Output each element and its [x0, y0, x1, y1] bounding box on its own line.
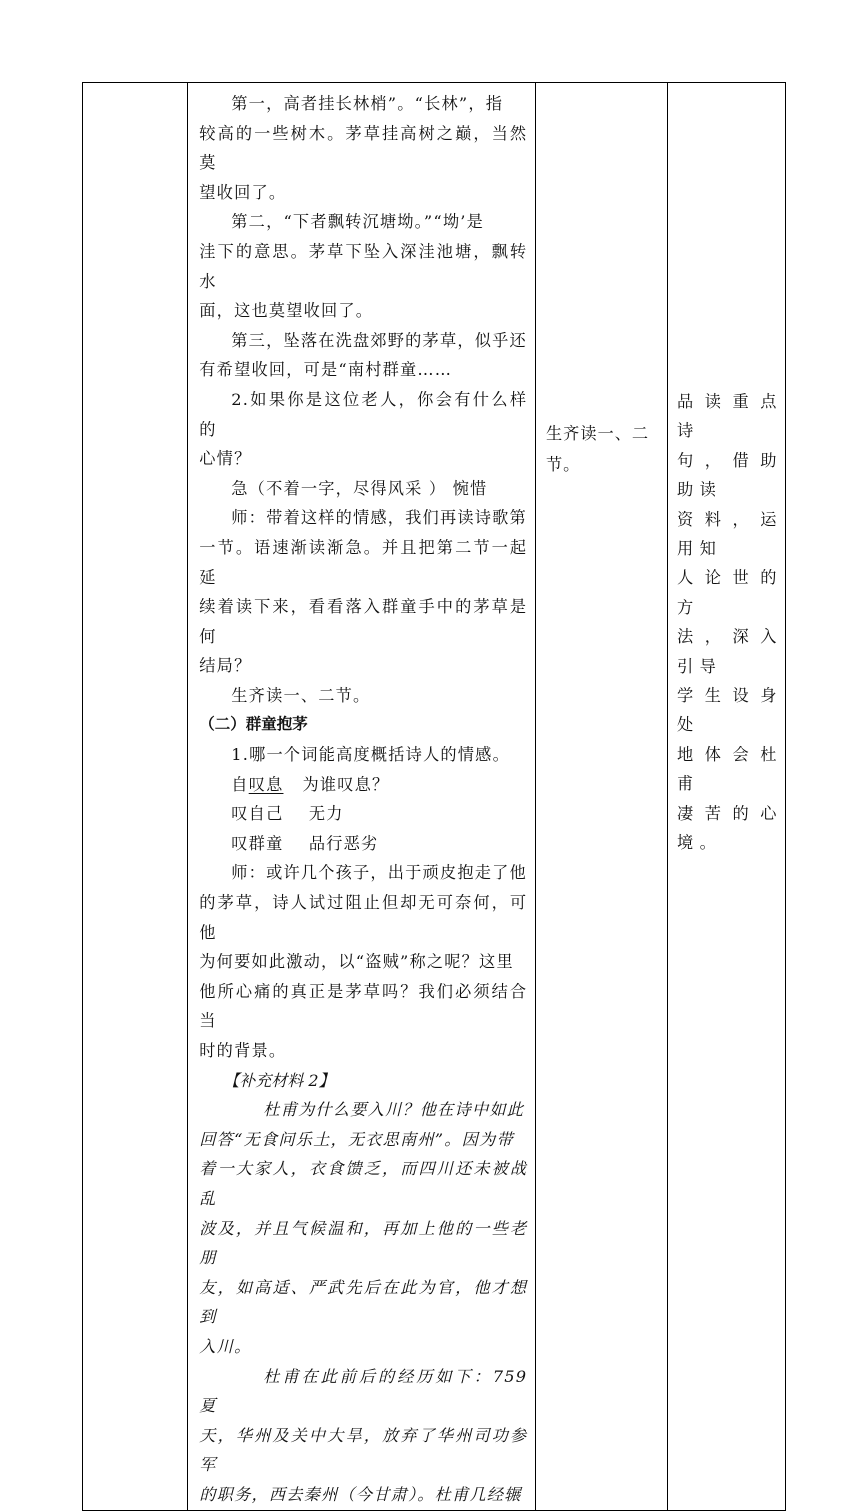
sigh-word: 叹息 — [248, 774, 284, 794]
text-line: 第二，“下者飘转沉塘坳。”“坳’是 — [231, 212, 485, 232]
text-line: 他所心痛的真正是茅草吗？我们必须结合当 — [199, 981, 528, 1031]
text-line: 为何要如此激动，以“盗贼”称之呢？这里 — [199, 952, 514, 972]
sigh-kids-line: 叹群童 品行恶劣 — [231, 833, 379, 853]
sigh-self-line: 叹自己 无力 — [231, 804, 344, 824]
text-line: 第三，坠落在洗盘郊野的茅草，似乎还 — [231, 330, 527, 350]
teaching-content — [199, 89, 534, 1510]
design-intent-line: 人论世的方 — [677, 568, 783, 617]
supplement-line: 天，华州及关中大旱，放弃了华州司功参军 — [199, 1425, 528, 1475]
text-line: 有希望收回，可是“南村群童…… — [199, 360, 453, 380]
student-activity-line: 节。 — [546, 455, 581, 474]
text-line: 心情？ — [199, 449, 252, 469]
design-intent-line: 学生设身处 — [677, 686, 783, 735]
student-activity-cell — [536, 83, 667, 1511]
supplement-line: 波及，并且气候温和，再加上他的一些老朋 — [199, 1218, 528, 1268]
supplement-line: 杜甫在此前后的经历如下：759 夏 — [199, 1366, 534, 1416]
text-line: 洼下的意思。茅草下坠入深洼池塘，飘转水 — [199, 241, 528, 291]
supplement-line: 的职务，西去秦州（今甘肃）。杜甫几经辗 — [199, 1484, 522, 1504]
design-intent-line: 资料，运用知 — [677, 509, 783, 559]
design-intent-line: 凄苦的心境。 — [677, 803, 783, 853]
design-intent-line: 地体会杜甫 — [677, 744, 783, 794]
supplement-title: 【补充材料 2】 — [223, 1070, 335, 1090]
text-line: 一节。语速渐读渐急。并且把第二节一起延 — [199, 537, 528, 587]
section-heading: （二）群童抱茅 — [199, 715, 308, 734]
teaching-process-cell — [188, 83, 536, 1511]
text-line: 生齐读一、二节。 — [231, 685, 371, 705]
text-line: 望收回了。 — [199, 182, 287, 202]
student-activity-text — [546, 418, 658, 480]
supplement-line: 入川。 — [199, 1336, 252, 1356]
teacher-line: 师：或许几个孩子，出于顽皮抱走了他 — [231, 863, 527, 883]
stage-cell — [83, 83, 188, 1511]
sigh-line — [199, 770, 527, 800]
teacher-line: 师：带着这样的情感，我们再读诗歌第 — [231, 508, 527, 528]
supplement-line: 友，如高适、严武先后在此为官，他才想到 — [199, 1277, 528, 1327]
design-intent-line: 句，借助助读 — [677, 450, 783, 500]
supplement-line: 着一大家人，衣食馈乏，而四川还未被战乱 — [199, 1159, 528, 1208]
design-intent-line: 法，深入引导 — [677, 627, 783, 676]
answer-line: 急（不着一字，尽得风采 ） 惋惜 — [231, 478, 488, 498]
text-line: 第一，高者挂长林梢”。“长林”，指 — [231, 94, 504, 113]
sigh-prefix: 自 — [231, 774, 249, 794]
sigh-rest: 为谁叹息？ — [283, 774, 390, 794]
text-line: 较高的一些树木。茅草挂高树之巅，当然莫 — [199, 123, 528, 173]
text-line: 结局？ — [199, 656, 252, 676]
text-line: 面，这也莫望收回了。 — [199, 301, 374, 321]
design-intent-text — [677, 387, 783, 858]
question-2: 2.如果你是这位老人，你会有什么样的 — [199, 389, 528, 439]
design-intent-line: 品读重点诗 — [677, 392, 783, 441]
text-line: 时的背景。 — [199, 1041, 287, 1060]
supplement-line: 杜甫为什么要入川？他在诗中如此 — [263, 1100, 525, 1120]
question-1: 1.哪一个词能高度概括诗人的情感。 — [231, 745, 510, 765]
student-activity-line: 生齐读一、二 — [546, 424, 650, 443]
text-line: 续着读下来，看看落入群童手中的茅草是何 — [199, 597, 528, 646]
text-line: 的茅草，诗人试过阻止但却无可奈何，可他 — [199, 893, 528, 942]
supplement-line: 回答“无食问乐土，无衣思南州”。因为带 — [199, 1129, 514, 1149]
